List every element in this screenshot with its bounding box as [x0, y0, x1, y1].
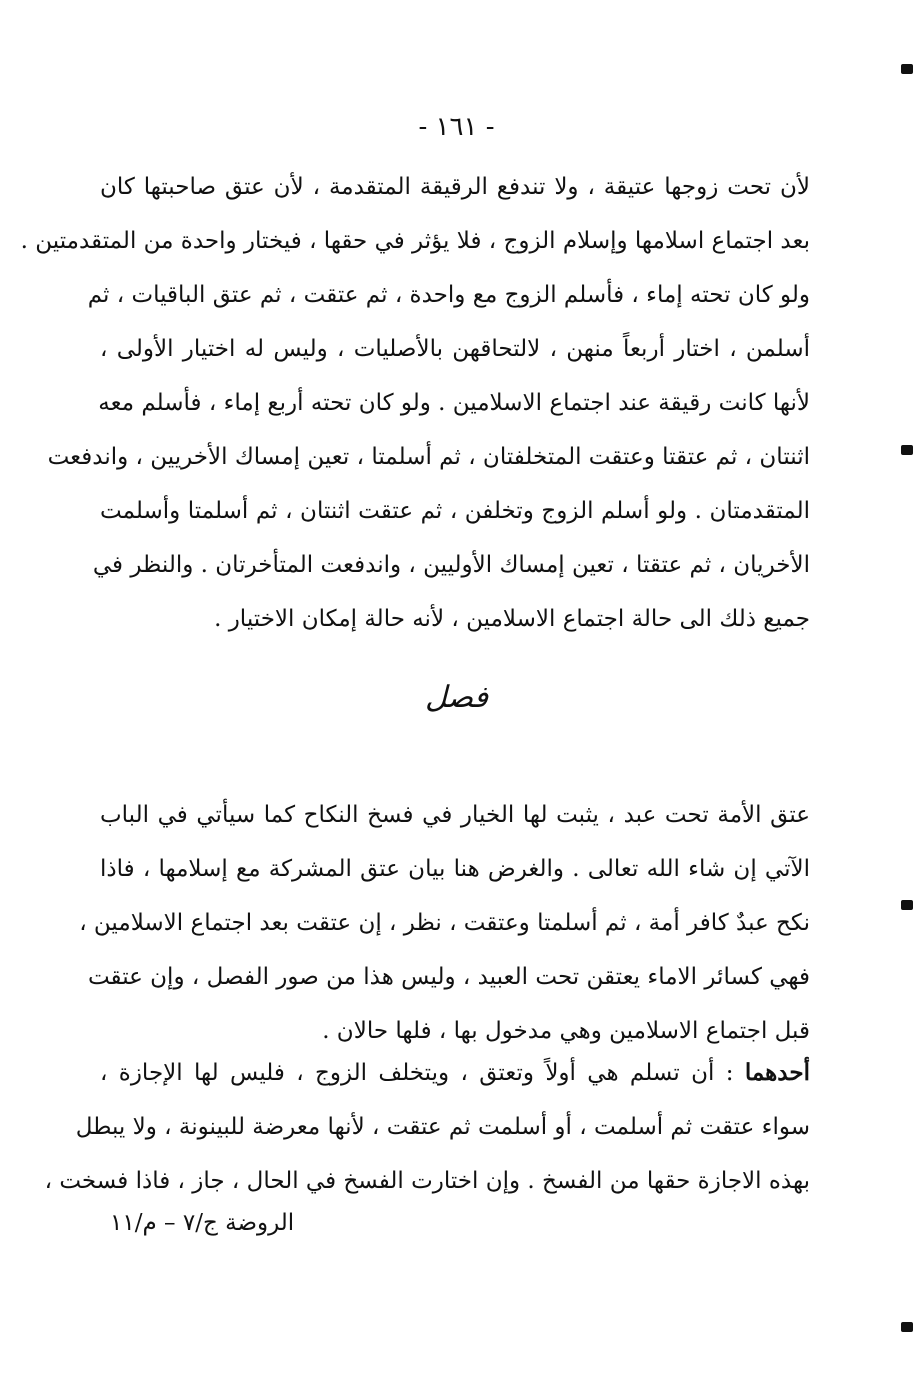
text-line: اثنتان ، ثم عتقتا وعتقت المتخلفتان ، ثم أسلمتا ، تعين إمساك الأخريين ، واندفعت [47, 444, 810, 470]
text-line: نكح عبدٌ كافر أمة ، ثم أسلمتا وعتقت ، نظر ، إن عتقت بعد اجتماع الاسلامين ، [79, 910, 810, 936]
paragraph-2 [79, 788, 810, 1058]
text-line: قبل اجتماع الاسلامين وهي مدخول بها ، فلها حالان . [322, 1018, 810, 1044]
text-line: ولو كان تحته إماء ، فأسلم الزوج مع واحدة ، ثم عتقت ، ثم عتق الباقيات ، ثم [87, 282, 810, 308]
text-line: فهي كسائر الاماء يعتقن تحت العبيد ، وليس هذا من صور الفصل ، وإن عتقت [87, 964, 810, 990]
scan-edge-mark [901, 64, 913, 74]
text-line: بهذه الاجازة حقها من الفسخ . وإن اختارت الفسخ في الحال ، جاز ، فاذا فسخت ، [44, 1168, 810, 1194]
text-line: بعد اجتماع اسلامها وإسلام الزوج ، فلا يؤثر في حقها ، فيختار واحدة من المتقدمتين . [20, 228, 810, 254]
scan-edge-mark [901, 445, 913, 455]
page-number: - ١٦١ - [418, 112, 495, 142]
scan-edge-mark [901, 1322, 913, 1332]
scan-edge-mark [901, 900, 913, 910]
text-line-first [100, 1046, 810, 1100]
text-line: المتقدمتان . ولو أسلم الزوج وتخلفن ، ثم عتقت اثنتان ، ثم أسلمتا وأسلمت [100, 498, 810, 524]
text-line: جميع ذلك الى حالة اجتماع الاسلامين ، لأنه حالة إمكان الاختيار . [214, 606, 810, 632]
text-line: الأخريان ، ثم عتقتا ، تعين إمساك الأوليين ، واندفعت المتأخرتان . والنظر في [92, 552, 810, 578]
text-line: سواء عتقت ثم أسلمت ، أو أسلمت ثم عتقت ، لأنها معرضة للبينونة ، ولا يبطل [75, 1114, 810, 1140]
text-line: لأن تحت زوجها عتيقة ، ولا تندفع الرقيقة المتقدمة ، لأن عتق صاحبتها كان [100, 174, 810, 200]
section-heading: فصل [424, 680, 489, 715]
paragraph-1 [20, 160, 810, 646]
paragraph-3 [44, 1046, 810, 1208]
text-line: عتق الأمة تحت عبد ، يثبت لها الخيار في فسخ النكاح كما سيأتي في الباب [100, 802, 810, 828]
text-line: لأنها كانت رقيقة عند اجتماع الاسلامين . ولو كان تحته أربع إماء ، فأسلم معه [98, 390, 810, 416]
text-line: أسلمن ، اختار أربعاً منهن ، لالتحاقهن بالأصليات ، وليس له اختيار الأولى ، [100, 336, 810, 362]
text-line: الآتي إن شاء الله تعالى . والغرض هنا بيان عتق المشركة مع إسلامها ، فاذا [100, 856, 810, 882]
footer-signature: الروضة ج/٧ – م/١١ [110, 1210, 295, 1236]
lead-word: أحدهما [744, 1059, 810, 1086]
lead-rest: : أن تسلم هي أولاً وتعتق ، ويتخلف الزوج ، فليس لها الإجازة ، [100, 1060, 745, 1086]
